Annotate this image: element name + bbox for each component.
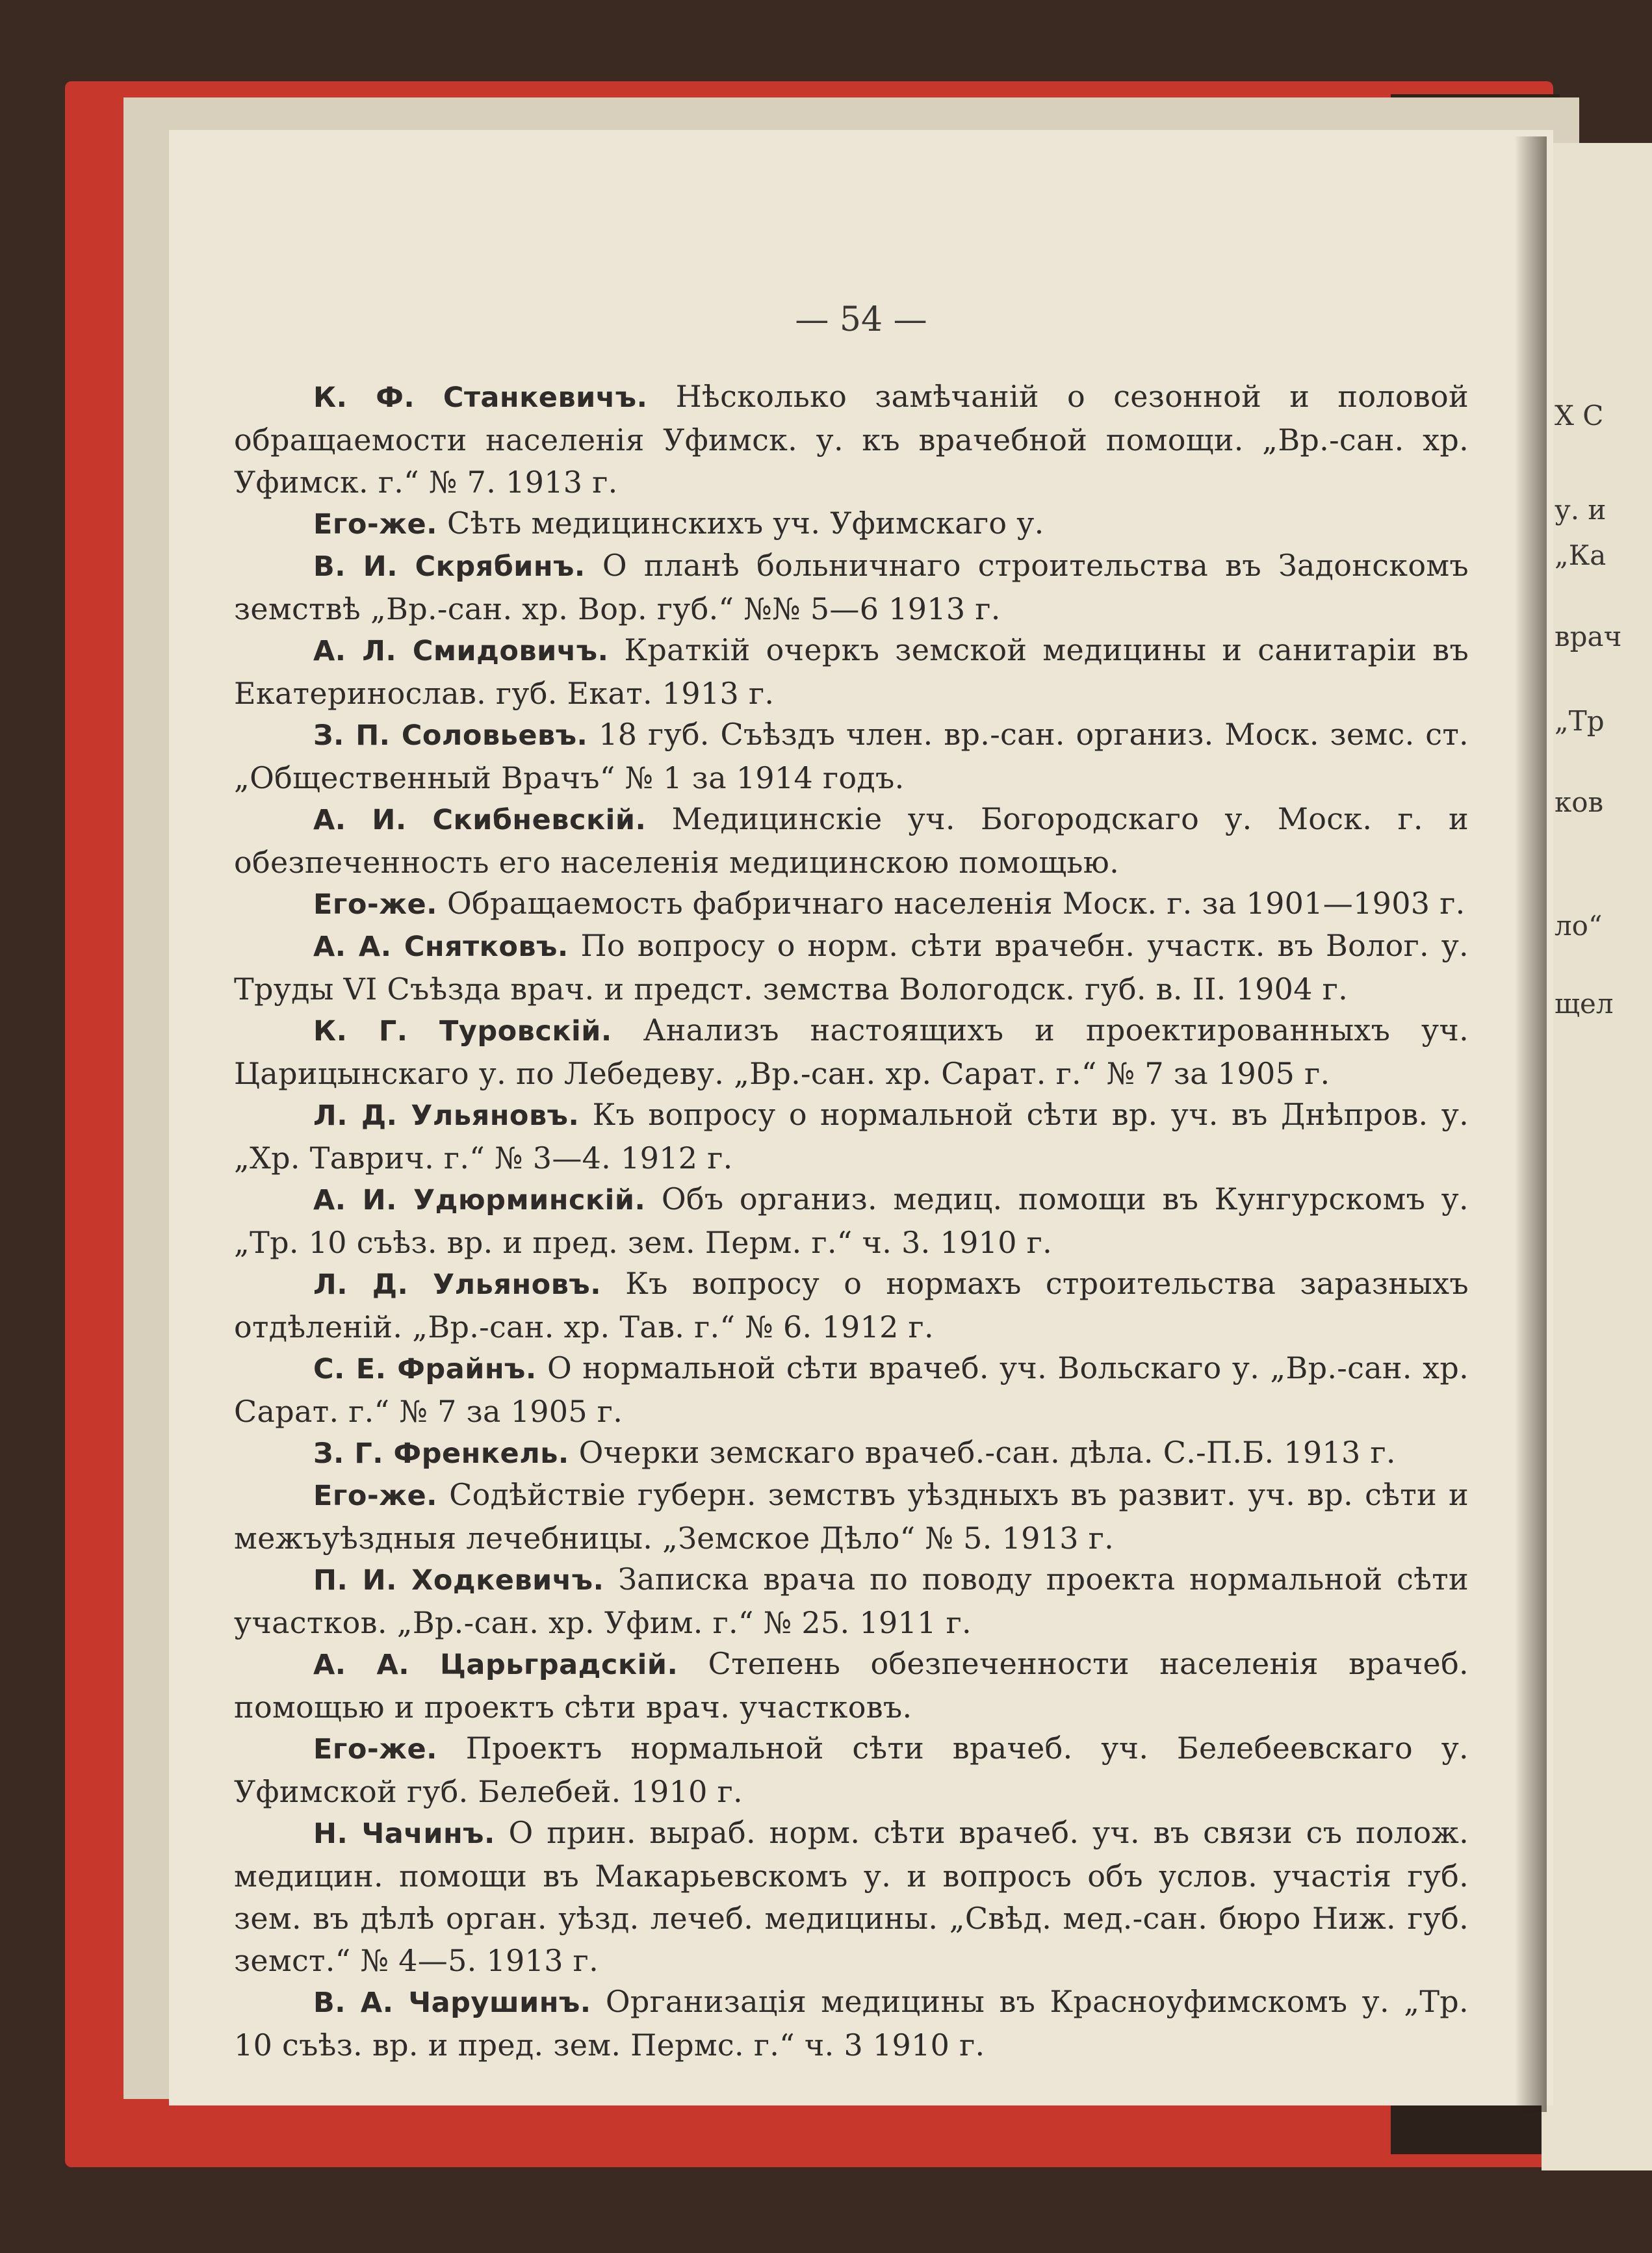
bibliography-entry <box>234 1474 1469 1560</box>
entry-text: Нѣсколько замѣчаній о сезонной и половой обращаемости населенія Уфимск. у. къ врачебной помощи. „Вр.-сан. хр. Уфимск. г.“ № 7. 1913 г. <box>234 379 1469 500</box>
bibliography-entry <box>234 1347 1469 1433</box>
facing-page-line: Х С <box>1555 400 1604 431</box>
entry-text: О планѣ больничнаго строительства въ Задонскомъ земствѣ „Вр.-сан. хр. Вор. губ.“ №№ 5—6 1913 г. <box>234 548 1469 626</box>
bibliography-entry <box>234 502 1469 546</box>
bibliography-entry <box>234 925 1469 1011</box>
entry-text: Обращаемость фабричнаго населенія Моск. г. за 1901—1903 г. <box>446 886 1465 921</box>
entry-author: С. Е. Фрайнъ. <box>313 1353 537 1385</box>
facing-page-line: ло“ <box>1555 910 1603 942</box>
facing-page-line: „Тр <box>1555 705 1605 737</box>
bibliography-entry <box>234 1727 1469 1813</box>
entry-text: Медицинскіе уч. Богородскаго у. Моск. г. и обезпеченность его населенія медицинскою помощью. <box>234 801 1469 880</box>
entry-text: По вопросу о норм. сѣти врачебн. участк. въ Волог. у. Труды VI Съѣзда врач. и предст. земства Вологодск. губ. в. II. 1904 г. <box>234 928 1469 1007</box>
bibliography-entry <box>234 1094 1469 1179</box>
entry-author: В. А. Чарушинъ. <box>313 1987 591 2019</box>
bibliography-entry <box>234 629 1469 715</box>
page-gutter-shadow <box>1514 136 1547 2112</box>
facing-page-line: у. и <box>1555 494 1607 526</box>
bibliography-entry <box>234 545 1469 630</box>
bibliography-entry <box>234 798 1469 884</box>
bibliography-entry <box>234 1558 1469 1644</box>
book-page <box>169 130 1553 2105</box>
entry-author: П. И. Ходкевичъ. <box>313 1564 604 1597</box>
entry-author: В. И. Скрябинъ. <box>313 550 586 583</box>
entry-author: К. Ф. Станкевичъ. <box>313 381 648 414</box>
entry-text: 18 губ. Съѣздъ член. вр.-сан. организ. Моск. земс. ст. „Общественный Врачъ“ № 1 за 1914 годъ. <box>234 717 1469 795</box>
entry-author: А. И. Удюрминскій. <box>313 1184 646 1217</box>
entry-text: Степень обезпеченности населенія врачеб. помощью и проектъ сѣти врач. участковъ. <box>234 1646 1469 1725</box>
bibliography-entry <box>234 1643 1469 1729</box>
entry-author: А. Л. Смидовичъ. <box>313 635 609 667</box>
entry-author: Его-же. <box>313 888 438 921</box>
entry-author: З. П. Соловьевъ. <box>313 719 588 752</box>
facing-page-line: щел <box>1555 988 1614 1020</box>
entry-text: О прин. выраб. норм. сѣти врачеб. уч. въ связи съ полож. медицин. помощи въ Макарьевскомъ у. и вопросъ объ услов. участія губ. зем. въ дѣлѣ орган. уѣзд. лечеб. медицины. „Свѣд. мед.-сан. бюро Ниж. губ. земст.“ № 4—5. 1913 г. <box>234 1815 1469 1978</box>
facing-page <box>1542 143 1652 2170</box>
facing-page-line: врач <box>1555 621 1622 652</box>
bibliography-entry <box>234 1981 1469 2066</box>
entry-text: Къ вопросу о нормальной сѣти вр. уч. въ Днѣпров. у. „Хр. Таврич. г.“ № 3—4. 1912 г. <box>234 1097 1469 1176</box>
entry-author: Его-же. <box>313 508 438 541</box>
bibliography-entry <box>234 1263 1469 1348</box>
entry-text: Проектъ нормальной сѣти врачеб. уч. Белебеевскаго у. Уфимской губ. Белебей. 1910 г. <box>234 1731 1469 1809</box>
entry-author: Его-же. <box>313 1733 438 1766</box>
entry-author: А. А. Царьградскій. <box>313 1649 678 1681</box>
bibliography-entry <box>234 1812 1469 1982</box>
page-number: — 54 — <box>795 300 927 339</box>
entry-author: Л. Д. Ульяновъ. <box>313 1100 580 1132</box>
bibliography-entry <box>234 1432 1469 1475</box>
bibliography-entry <box>234 376 1469 504</box>
entry-author: Н. Чачинъ. <box>313 1818 495 1850</box>
entry-author: Его-же. <box>313 1480 438 1512</box>
entry-author: А. А. Снятковъ. <box>313 931 569 963</box>
bibliography-entry <box>234 1178 1469 1264</box>
entry-text: Краткій очеркъ земской медицины и санитаріи въ Екатеринослав. губ. Екат. 1913 г. <box>234 632 1469 711</box>
entry-text: Къ вопросу о нормахъ строительства заразныхъ отдѣленій. „Вр.-сан. хр. Тав. г.“ № 6. 1912 г. <box>234 1266 1469 1345</box>
entry-text: Сѣть медицинскихъ уч. Уфимскаго у. <box>446 506 1044 541</box>
bibliography-entry <box>234 1009 1469 1095</box>
entry-text: Записка врача по поводу проекта нормальной сѣти участков. „Вр.-сан. хр. Уфим. г.“ № 25. 1911 г. <box>234 1562 1469 1640</box>
facing-page-line: ков <box>1555 786 1604 818</box>
bibliography-entry <box>234 714 1469 799</box>
entry-text: О нормальной сѣти врачеб. уч. Вольскаго у. „Вр.-сан. хр. Сарат. г.“ № 7 за 1905 г. <box>234 1350 1469 1429</box>
entry-author: З. Г. Френкель. <box>313 1437 569 1470</box>
entry-text: Организація медицины въ Красноуфимскомъ у. „Тр. 10 съѣз. вр. и пред. зем. Пермс. г.“ ч. 3 1910 г. <box>234 1984 1469 2063</box>
bibliography-entry <box>234 882 1469 926</box>
entry-text: Содѣйствіе губерн. земствъ уѣздныхъ въ развит. уч. вр. сѣти и межъуѣздныя лечебницы. „Земское Дѣло“ № 5. 1913 г. <box>234 1477 1469 1556</box>
entry-text: Анализъ настоящихъ и проектированныхъ уч. Царицынскаго у. по Лебедеву. „Вр.-сан. хр. Сарат. г.“ № 7 за 1905 г. <box>234 1012 1469 1091</box>
entry-author: Л. Д. Ульяновъ. <box>313 1268 602 1301</box>
entry-text: Объ организ. медиц. помощи въ Кунгурскомъ у. „Тр. 10 съѣз. вр. и пред. зем. Перм. г.“ ч. 3. 1910 г. <box>234 1181 1469 1260</box>
entry-author: К. Г. Туровскій. <box>313 1015 612 1048</box>
entry-author: А. И. Скибневскій. <box>313 804 647 836</box>
facing-page-line: „Ка <box>1555 539 1607 571</box>
entry-text: Очерки земскаго врачеб.-сан. дѣла. С.-П.Б. 1913 г. <box>578 1435 1396 1470</box>
